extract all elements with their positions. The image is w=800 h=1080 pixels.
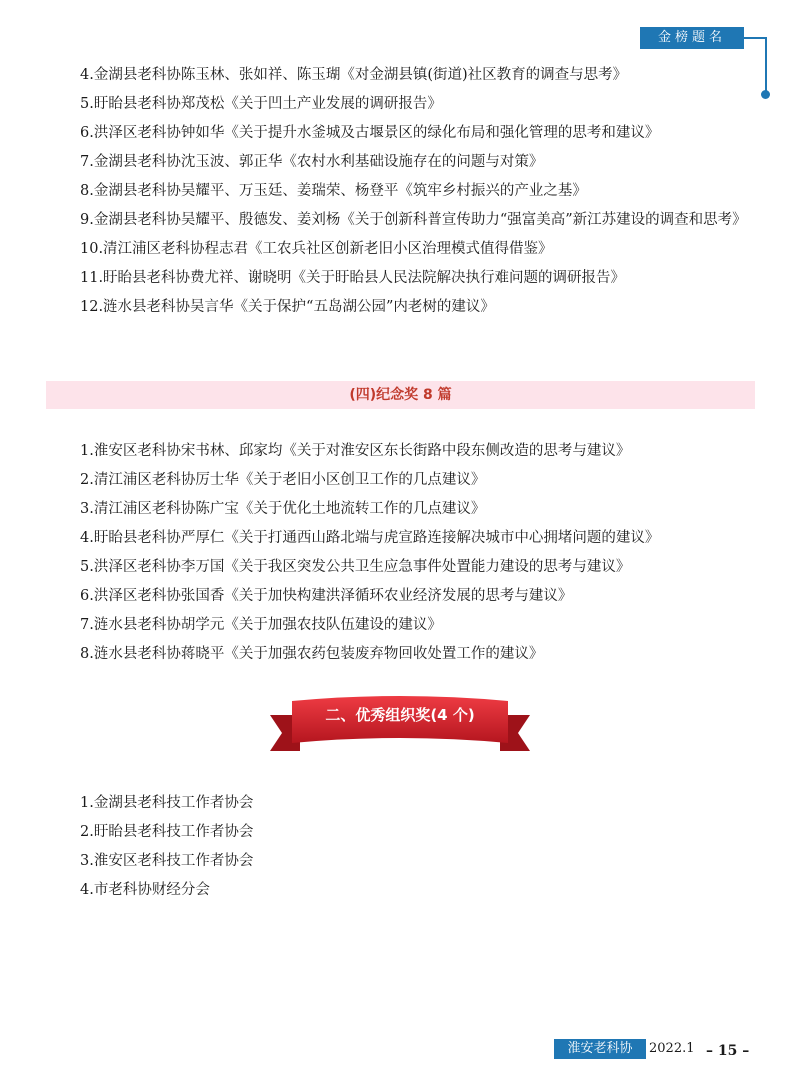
list-item: 3.清江浦区老科协陈广宝《关于优化土地流转工作的几点建议》 — [80, 501, 486, 517]
section-heading-organization-award: 二、优秀组织奖(4 个) — [325, 706, 475, 724]
list-item: 5.洪泽区老科协李万国《关于我区突发公共卫生应急事件处置能力建设的思考与建议》 — [80, 559, 631, 575]
list-item: 5.盱眙县老科协郑茂松《关于凹土产业发展的调研报告》 — [80, 96, 442, 112]
list-item: 10.清江浦区老科协程志君《工农兵社区创新老旧小区治理模式值得借鉴》 — [80, 241, 553, 257]
corner-line-vertical — [765, 37, 767, 93]
list-item: 8.金湖县老科协吴耀平、万玉廷、姜瑞荣、杨登平《筑牢乡村振兴的产业之基》 — [80, 183, 587, 199]
magazine-name: 淮安老科协 — [554, 1039, 646, 1059]
list-item: 2.清江浦区老科协厉士华《关于老旧小区创卫工作的几点建议》 — [80, 472, 486, 488]
list-item: 4.市老科协财经分会 — [80, 882, 210, 898]
list-item: 7.涟水县老科协胡学元《关于加强农技队伍建设的建议》 — [80, 617, 442, 633]
list-item: 6.洪泽区老科协钟如华《关于提升水釜城及古堰景区的绿化布局和强化管理的思考和建议》 — [80, 125, 660, 141]
list-item: 1.淮安区老科协宋书林、邱家均《关于对淮安区东长街路中段东侧改造的思考与建议》 — [80, 443, 631, 459]
corner-dot — [761, 90, 770, 99]
list-item: 4.盱眙县老科协严厚仁《关于打通西山路北端与虎宣路连接解决城市中心拥堵问题的建议》 — [80, 530, 660, 546]
list-item: 12.涟水县老科协吴言华《关于保护“五岛湖公园”内老树的建议》 — [80, 299, 495, 315]
award-list-organization — [80, 789, 760, 905]
page-number: – 15 – — [706, 1043, 750, 1059]
section-heading-memorial-award: (四)纪念奖 8 篇 — [46, 381, 755, 409]
corner-line-horizontal — [744, 37, 766, 39]
list-item: 7.金湖县老科协沈玉波、郭正华《农村水利基础设施存在的问题与对策》 — [80, 154, 544, 170]
award-list-memorial — [80, 437, 760, 669]
issue-number: 2022.1 — [649, 1041, 695, 1056]
list-item: 2.盱眙县老科技工作者协会 — [80, 824, 254, 840]
list-item: 6.洪泽区老科协张国香《关于加快构建洪泽循环农业经济发展的思考与建议》 — [80, 588, 573, 604]
list-item: 11.盱眙县老科协费尤祥、谢晓明《关于盱眙县人民法院解决执行难问题的调研报告》 — [80, 270, 626, 286]
award-list-top — [80, 61, 760, 322]
list-item: 3.淮安区老科技工作者协会 — [80, 853, 254, 869]
section-tag: 金榜题名 — [640, 27, 744, 49]
list-item: 1.金湖县老科技工作者协会 — [80, 795, 254, 811]
list-item: 4.金湖县老科协陈玉林、张如祥、陈玉瑚《对金湖县镇(街道)社区教育的调查与思考》 — [80, 67, 628, 83]
list-item: 9.金湖县老科协吴耀平、殷德发、姜刘杨《关于创新科普宣传助力“强富美高”新江苏建设的调查和思考》 — [80, 212, 747, 228]
list-item: 8.涟水县老科协蒋晓平《关于加强农药包装废弃物回收处置工作的建议》 — [80, 646, 544, 662]
